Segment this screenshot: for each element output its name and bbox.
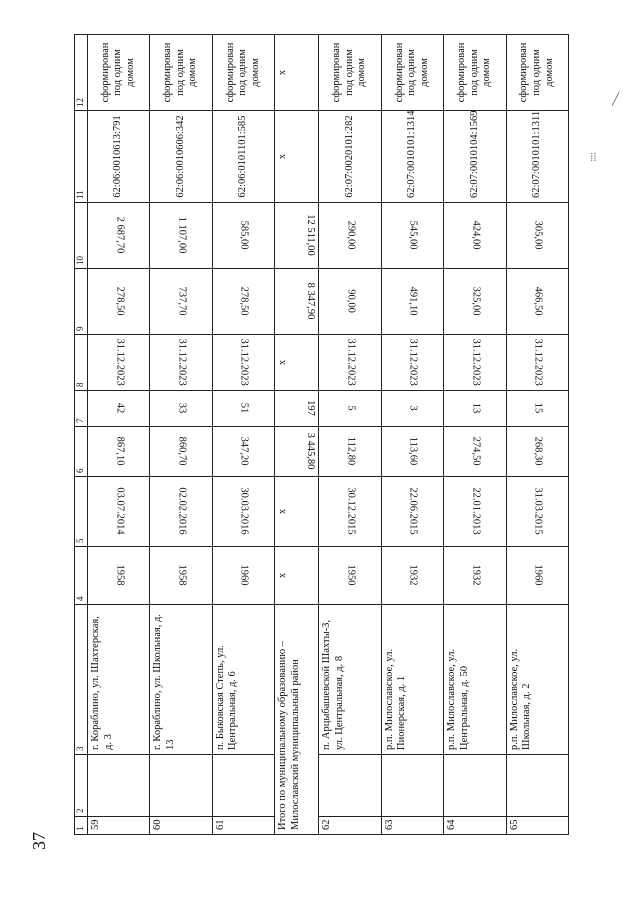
row-number: 62 (319, 817, 381, 835)
column-header: 9 (75, 269, 88, 335)
value9-cell: 278,50 (88, 269, 150, 335)
value9-cell: 8 347,90 (275, 269, 319, 335)
address-cell: п. Арцыбашевской Шахты-3, ул. Центральная, д. 8 (319, 605, 381, 755)
method-cell: сформирован под одним домом (319, 35, 381, 111)
residents-cell: 42 (88, 391, 150, 427)
cell-col2 (381, 755, 443, 817)
method-cell: сформирован под одним домом (150, 35, 212, 111)
cadastral-cell: 62:06:0010606:342 (150, 111, 212, 203)
table-row (212, 35, 274, 835)
residents-cell: 5 (319, 391, 381, 427)
method-cell: сформирован под одним домом (88, 35, 150, 111)
margin-mark: ⁞⁞ (590, 150, 597, 164)
area-cell: 268,30 (506, 427, 568, 477)
year-cell: х (275, 547, 319, 605)
deadline-cell: 31.12.2023 (212, 335, 274, 391)
cadastral-cell: 62:07:0020101:282 (319, 111, 381, 203)
value10-cell: 1 107,00 (150, 203, 212, 269)
column-header: 11 (75, 111, 88, 203)
column-header: 5 (75, 477, 88, 547)
value10-cell: 585,00 (212, 203, 274, 269)
date-cell: 22.06.2015 (381, 477, 443, 547)
area-cell: 112,80 (319, 427, 381, 477)
column-header: 8 (75, 335, 88, 391)
area-cell: 347,20 (212, 427, 274, 477)
residents-cell: 33 (150, 391, 212, 427)
value10-cell: 545,00 (381, 203, 443, 269)
date-cell: 22.01.2013 (444, 477, 506, 547)
residents-cell: 197 (275, 391, 319, 427)
method-cell: сформирован под одним домом (212, 35, 274, 111)
row-number: 64 (444, 817, 506, 835)
column-header: 10 (75, 203, 88, 269)
value9-cell: 737,70 (150, 269, 212, 335)
area-cell: 3 445,80 (275, 427, 319, 477)
deadline-cell: 31.12.2023 (150, 335, 212, 391)
housing-table (74, 34, 569, 835)
date-cell: х (275, 477, 319, 547)
table-row (88, 35, 150, 835)
value10-cell: 290,00 (319, 203, 381, 269)
column-header: 12 (75, 35, 88, 111)
cell-col2 (444, 755, 506, 817)
cadastral-cell: 62:07:0010101:1314 (381, 111, 443, 203)
residents-cell: 15 (506, 391, 568, 427)
row-number: 63 (381, 817, 443, 835)
method-cell: х (275, 35, 319, 111)
address-cell: п. Быковская Степь, ул. Центральная, д. 6 (212, 605, 274, 755)
table-row (319, 35, 381, 835)
value9-cell: 466,50 (506, 269, 568, 335)
table-row (150, 35, 212, 835)
value9-cell: 278,50 (212, 269, 274, 335)
cell-col2 (150, 755, 212, 817)
method-cell: сформирован под одним домом (381, 35, 443, 111)
value9-cell: 325,00 (444, 269, 506, 335)
date-cell: 03.07.2014 (88, 477, 150, 547)
column-header: 2 (75, 755, 88, 817)
date-cell: 30.12.2015 (319, 477, 381, 547)
cell-col2 (212, 755, 274, 817)
address-cell: р.п. Милославское, ул. Школьная, д. 2 (506, 605, 568, 755)
page-number-wrap (18, 432, 49, 850)
year-cell: 1958 (88, 547, 150, 605)
column-header: 6 (75, 427, 88, 477)
row-number: 61 (212, 817, 274, 835)
column-header: 1 (75, 817, 88, 835)
area-cell: 860,70 (150, 427, 212, 477)
table-row (444, 35, 506, 835)
cadastral-cell: 62:07:0010104:1569 (444, 111, 506, 203)
cadastral-cell: 62:07:0010101:1311 (506, 111, 568, 203)
area-cell: 113,60 (381, 427, 443, 477)
year-cell: 1932 (381, 547, 443, 605)
margin-mark: ╱ (612, 92, 620, 106)
area-cell: 867,10 (88, 427, 150, 477)
value9-cell: 491,10 (381, 269, 443, 335)
value10-cell: 2 687,70 (88, 203, 150, 269)
row-number: 65 (506, 817, 568, 835)
row-number: 60 (150, 817, 212, 835)
cell-col2 (506, 755, 568, 817)
residents-cell: 13 (444, 391, 506, 427)
residents-cell: 3 (381, 391, 443, 427)
column-number-row (75, 35, 88, 835)
year-cell: 1932 (444, 547, 506, 605)
table-row (506, 35, 568, 835)
cell-col2 (88, 755, 150, 817)
deadline-cell: 31.12.2023 (88, 335, 150, 391)
page-number: 37 (29, 832, 49, 850)
date-cell: 31.03.2015 (506, 477, 568, 547)
value10-cell: 424,00 (444, 203, 506, 269)
year-cell: 1950 (319, 547, 381, 605)
deadline-cell: 31.12.2023 (444, 335, 506, 391)
cadastral-cell: 62:06:0010613:791 (88, 111, 150, 203)
address-cell: г. Кораблино, ул. Школьная, д. 13 (150, 605, 212, 755)
year-cell: 1958 (150, 547, 212, 605)
value9-cell: 90,00 (319, 269, 381, 335)
column-header: 4 (75, 547, 88, 605)
date-cell: 30.03.2016 (212, 477, 274, 547)
total-label: Итого по муниципальному образованию – Милославский муниципальный район (275, 605, 319, 835)
address-cell: р.п. Милославское, ул. Центральная, д. 50 (444, 605, 506, 755)
address-cell: г. Кораблино, ул. Шахтерская, д. 3 (88, 605, 150, 755)
date-cell: 02.02.2016 (150, 477, 212, 547)
value10-cell: 12 511,00 (275, 203, 319, 269)
method-cell: сформирован под одним домом (444, 35, 506, 111)
year-cell: 1960 (506, 547, 568, 605)
method-cell: сформирован под одним домом (506, 35, 568, 111)
value10-cell: 305,00 (506, 203, 568, 269)
rotated-table-wrapper (74, 35, 569, 835)
year-cell: 1960 (212, 547, 274, 605)
total-row (275, 35, 319, 835)
cell-col2 (319, 755, 381, 817)
cadastral-cell: 62:06:0101101:585 (212, 111, 274, 203)
column-header: 7 (75, 391, 88, 427)
column-header: 3 (75, 605, 88, 755)
deadline-cell: х (275, 335, 319, 391)
deadline-cell: 31.12.2023 (319, 335, 381, 391)
cadastral-cell: х (275, 111, 319, 203)
residents-cell: 51 (212, 391, 274, 427)
address-cell: р.п. Милославское, ул. Пионерская, д. 1 (381, 605, 443, 755)
deadline-cell: 31.12.2023 (381, 335, 443, 391)
row-number: 59 (88, 817, 150, 835)
deadline-cell: 31.12.2023 (506, 335, 568, 391)
table-row (381, 35, 443, 835)
area-cell: 274,50 (444, 427, 506, 477)
